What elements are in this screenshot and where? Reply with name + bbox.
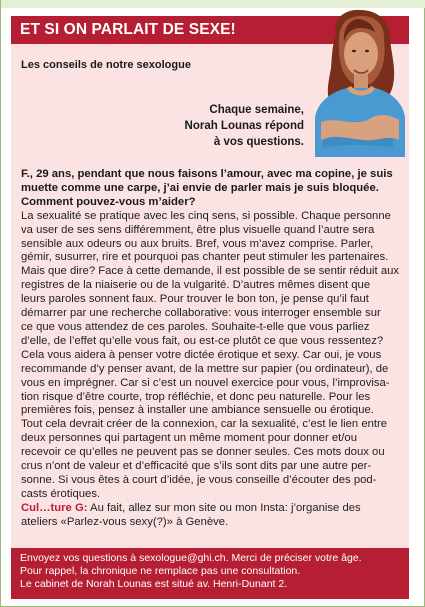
answer-line: gémir, susurrer, rire et pourquoi pas chanter peut stimuler les partenaires. xyxy=(21,251,389,264)
footer-line: Pour rappel, la chronique ne remplace pas une consultation. xyxy=(20,565,301,578)
answer-line: casts érotiques. xyxy=(21,487,101,500)
question-line: Comment pouvez-vous m’aider? xyxy=(21,195,196,208)
answer-line: sonne. Si vous êtes à court d’idée, je vous conseille d’écouter des pod- xyxy=(21,473,377,486)
column-subtitle: Les conseils de notre sexologue xyxy=(21,59,191,71)
question-line: muette comme une carpe, j’ai envie de parler mais je suis bloquée. xyxy=(21,181,379,194)
answer-line: leurs paroles sonnent faux. Pour trouver le bon ton, je pense qu’il faut xyxy=(21,293,369,306)
answer-line: deux personnes qui partagent un même moment pour donner et/ou xyxy=(21,432,357,445)
answer-line: sensible aux odeurs ou aux bruits. Bref, vous m’avez comprise. Parler, xyxy=(21,237,374,250)
column-title: ET SI ON PARLAIT DE SEXE! xyxy=(20,21,236,38)
answer-line: ce que vous attendez de ces paroles. Souhaite-t-elle que vous parliez xyxy=(21,320,370,333)
footer-line: Envoyez vos questions à sexologue@ghi.ch. Merci de préciser votre âge. xyxy=(20,552,362,564)
answer-line: va user de ses sens différemment, être plus visuelle quand l’autre sera xyxy=(21,223,375,236)
culture-line: ateliers «Parlez-vous sexy(?)» à Genève. xyxy=(21,515,229,528)
article-body xyxy=(21,168,399,530)
answer-line: tion risque d’être courte, trop réfléchie, et donc peu naturelle. Pour les xyxy=(21,390,371,403)
intro-line: Norah Lounas répond xyxy=(184,120,304,132)
answer-line: registres de la niaiserie ou de la vulgarité. D’autres mêmes disent que xyxy=(21,279,371,292)
answer-line: premières fois, pensez à installer une ambiance sensuelle ou érotique. xyxy=(21,404,374,417)
answer-line: crus n’ont de valeur et d’efficacité que s’ils sont dits par une autre per- xyxy=(21,460,372,473)
answer-line: Tout cela devrait créer de la connexion, car la sexualité, c’est le lien entre xyxy=(21,418,388,431)
culture-label: Cul…ture G: xyxy=(21,501,88,514)
question-line: F., 29 ans, pendant que nous faisons l’amour, avec ma copine, je suis xyxy=(21,168,393,180)
answer-line: démarrer par une recherche collaborative: vous interroger ensemble sur xyxy=(21,307,381,320)
intro-text xyxy=(185,102,304,150)
culture-line xyxy=(21,502,399,516)
answer-line: recommande d’y penser avant, de la mettre sur papier (ou ordinateur), de xyxy=(21,362,389,375)
culture-text: Au fait, allez sur mon site ou mon Insta: j’organise des xyxy=(87,501,361,514)
top-strip xyxy=(1,0,425,8)
answer-line: vous en imprégner. Car si c’est un nouvel exercice pour vous, l’improvisa- xyxy=(21,376,390,389)
intro-line: Chaque semaine, xyxy=(209,104,304,116)
answer-line: La sexualité se pratique avec les cinq sens, si possible. Chaque personne xyxy=(21,209,391,222)
person-photo-icon xyxy=(301,8,411,157)
footer-text xyxy=(20,552,362,592)
footer-line: Le cabinet de Norah Lounas est situé av. Henri-Dunant 2. xyxy=(20,578,288,591)
answer-line: d’elle, de l’effet qu’elle vous fait, ou est-ce plutôt ce que vous ressentez? xyxy=(21,334,384,347)
answer-line: Mais que dire? Face à cette demande, il est possible de se sentir réduit aux xyxy=(21,265,400,278)
footer-banner xyxy=(11,548,409,599)
intro-line: à vos questions. xyxy=(213,136,304,148)
answer-line: recevoir ce qu’elles ne peuvent pas se donner seules. Ces mots doux ou xyxy=(21,446,385,459)
answer-line: Cela vous aidera à penser votre dictée érotique et sexy. Car oui, je vous xyxy=(21,348,382,361)
